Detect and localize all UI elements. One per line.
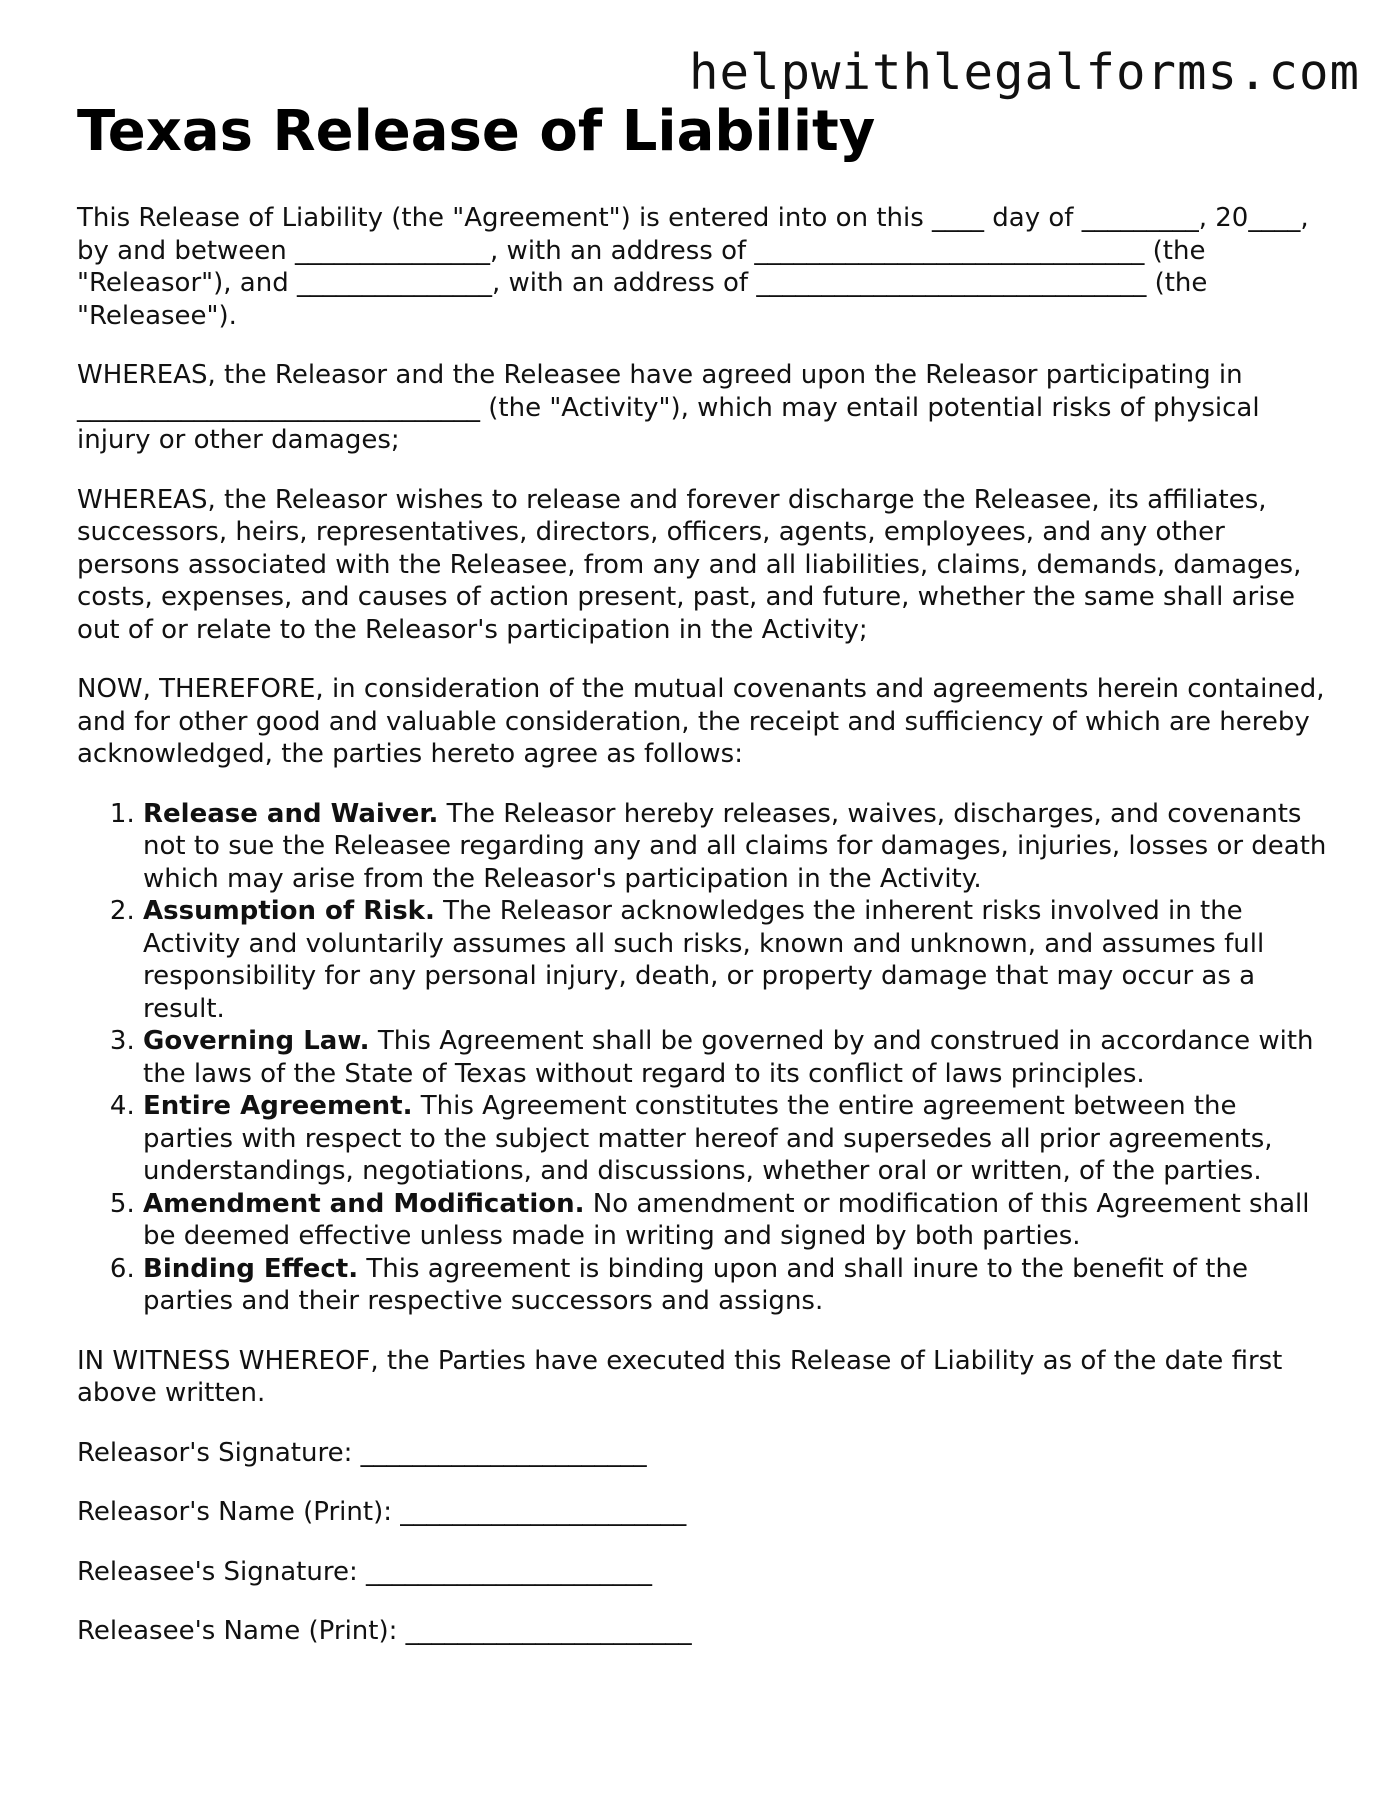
site-watermark: helpwithlegalforms.com — [688, 44, 1360, 101]
clause-heading: Binding Effect. — [143, 1253, 359, 1284]
releasee-name-field[interactable] — [77, 1615, 1327, 1648]
clause-item — [143, 1025, 1327, 1090]
signature-line[interactable]: ______________________ — [366, 1556, 652, 1587]
clause-text: This Agreement shall be governed by and construed in accordance with the laws of the State of Texas without regard to its conflict of laws principles. — [143, 1026, 1314, 1089]
clause-text: The Releasor hereby releases, waives, discharges, and covenants not to sue the Releasee regarding any and all claims for damages, injuries, losses or death which may arise from the Releasor's participation in the Activity. — [143, 798, 1327, 894]
witness-paragraph: IN WITNESS WHEREOF, the Parties have executed this Release of Liability as of the date first above written. — [77, 1345, 1291, 1408]
clause-text: This agreement is binding upon and shall inure to the benefit of the parties and their respective successors and assigns. — [143, 1253, 1248, 1316]
clause-item — [143, 1090, 1327, 1188]
whereas-activity-paragraph: WHEREAS, the Releasor and the Releasee have agreed upon the Releasor participating in _______________________________ (the "Activity"), which may entail potential risks of physical injury or other damages; — [77, 360, 1268, 455]
signature-label: Releasee's Name (Print): — [77, 1616, 398, 1646]
signature-label: Releasor's Name (Print): — [77, 1497, 392, 1527]
intro-paragraph: This Release of Liability (the "Agreement") is entered into on this ____ day of _________, 20____, by and between _______________, with an address of ______________________________ (the "Releasor"), and _______________, with an address of ______________________________ (the "Releasee"). — [77, 203, 1317, 331]
whereas-release-paragraph: WHEREAS, the Releasor wishes to release and forever discharge the Releasee, its affiliates, successors, heirs, representatives, directors, officers, agents, employees, and any other persons associated with the Releasee, from any and all liabilities, claims, demands, damages, costs, expenses, and causes of action present, past, and future, whether the same shall arise out of or relate to the Releasor's participation in the Activity; — [77, 484, 1310, 645]
clause-list — [77, 798, 1327, 1318]
clause-item — [143, 1253, 1327, 1318]
clause-heading: Assumption of Risk. — [143, 896, 435, 926]
releasor-signature-field[interactable] — [77, 1437, 1327, 1470]
now-therefore-paragraph: NOW, THEREFORE, in consideration of the mutual covenants and agreements herein contained, and for other good and valuable consideration, the receipt and sufficiency of which are hereby acknowledged, the parties hereto agree as follows: — [77, 674, 1333, 769]
clause-item — [143, 798, 1327, 896]
document-body — [77, 96, 1333, 1675]
clause-item — [143, 895, 1327, 1025]
releasee-signature-field[interactable] — [77, 1556, 1327, 1589]
releasor-name-field[interactable] — [77, 1496, 1327, 1529]
clause-heading: Amendment and Modification. — [143, 1188, 585, 1219]
signature-label: Releasor's Signature: — [77, 1437, 353, 1468]
clause-item — [143, 1188, 1327, 1253]
clause-text: No amendment or modification of this Agreement shall be deemed effective unless made in writing and signed by both parties. — [143, 1188, 1310, 1251]
clause-heading: Entire Agreement. — [143, 1091, 413, 1121]
signature-line[interactable]: ______________________ — [360, 1437, 647, 1468]
signature-label: Releasee's Signature: — [77, 1556, 358, 1587]
signature-line[interactable]: ______________________ — [405, 1616, 692, 1646]
clause-text: The Releasor acknowledges the inherent risks involved in the Activity and voluntarily assumes all such risks, known and unknown, and assumes full responsibility for any personal injury, death, or property damage that may occur as a result. — [143, 896, 1265, 1024]
clause-heading: Release and Waiver. — [143, 798, 439, 829]
signature-line[interactable]: ______________________ — [400, 1497, 687, 1527]
clause-text: This Agreement constitutes the entire agreement between the parties with respect to the subject matter hereof and supersedes all prior agreements, understandings, negotiations, and discussions, whether oral or written, of the parties. — [143, 1091, 1273, 1186]
clause-heading: Governing Law. — [143, 1026, 370, 1056]
document-title: Texas Release of Liability — [77, 99, 876, 164]
